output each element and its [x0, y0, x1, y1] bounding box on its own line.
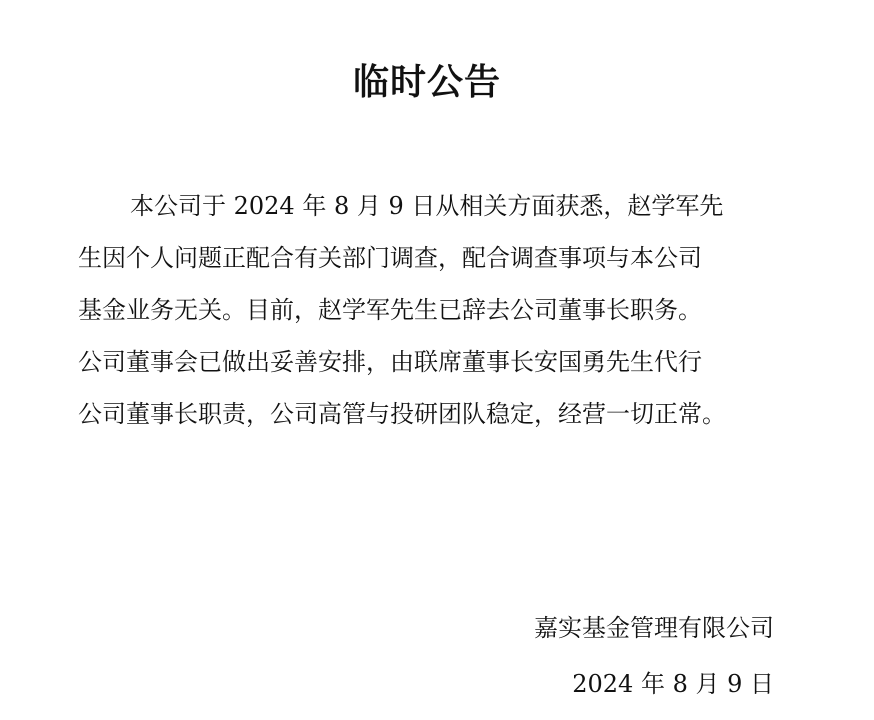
announcement-body	[78, 180, 778, 440]
body-line: 基金业务无关。目前，赵学军先生已辞去公司董事长职务。	[78, 296, 702, 324]
issue-date: 2024 年 8 月 9 日	[572, 670, 774, 698]
body-line: 本公司于 2024 年 8 月 9 日从相关方面获悉，赵学军先	[130, 192, 724, 220]
body-line: 公司董事会已做出妥善安排，由联席董事长安国勇先生代行	[78, 348, 702, 376]
body-line: 公司董事长职责，公司高管与投研团队稳定，经营一切正常。	[78, 400, 726, 428]
signature-block	[534, 600, 774, 712]
page-title: 临时公告	[352, 61, 501, 103]
issuer-name: 嘉实基金管理有限公司	[534, 614, 774, 642]
body-line: 生因个人问题正配合有关部门调查，配合调查事项与本公司	[78, 244, 702, 272]
